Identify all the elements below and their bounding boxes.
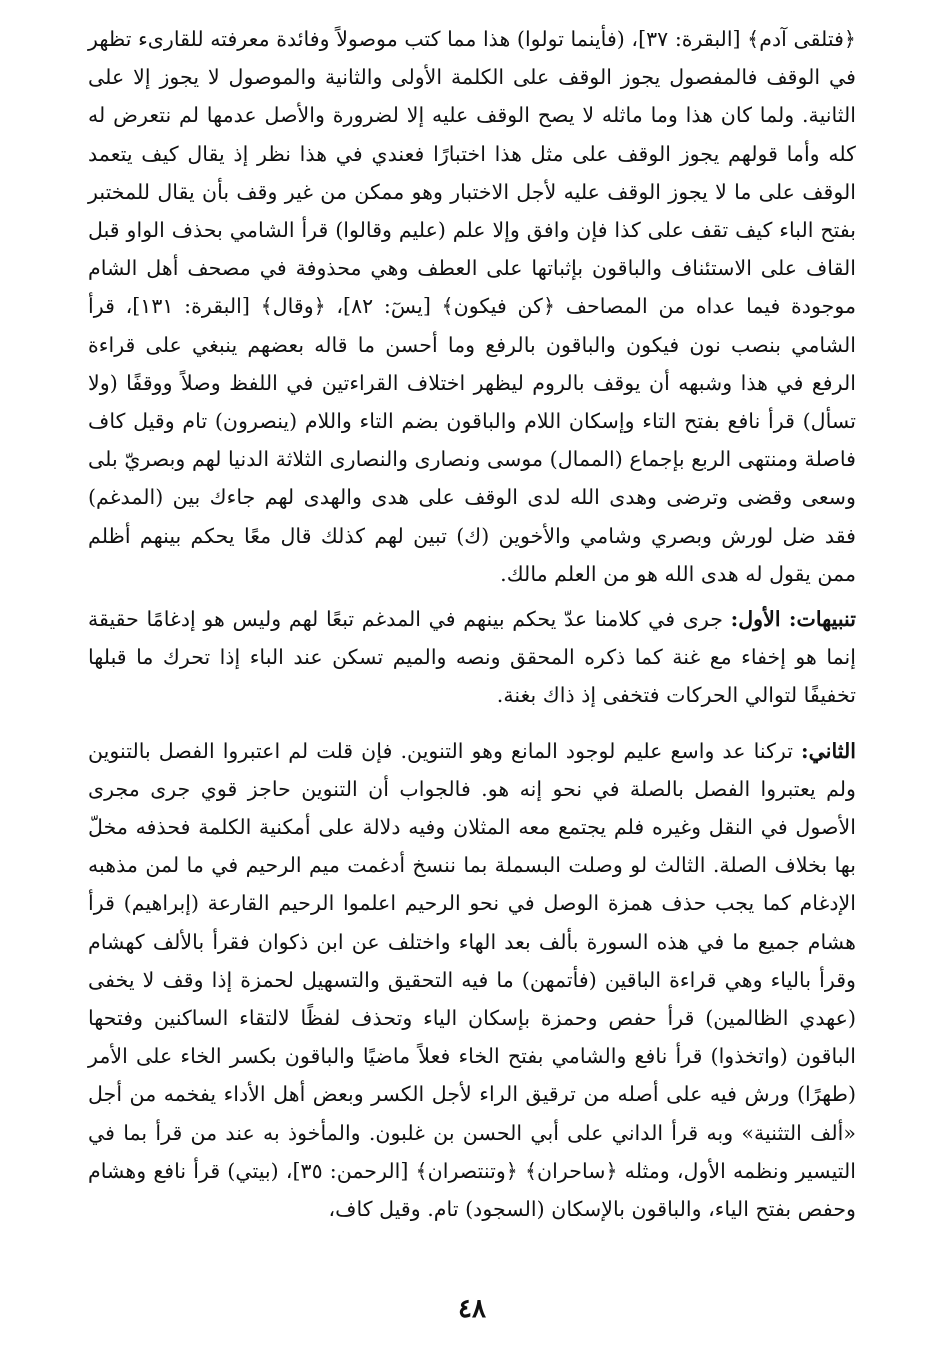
page-number: ٤٨ (458, 1294, 486, 1324)
paragraph-3-heading: الثاني: (801, 738, 856, 763)
paragraph-3 (88, 732, 856, 1229)
paragraph-1-text: ﴿فتلقى آدم﴾ [البقرة: ٣٧]، (فأينما تولوا) هذا مما كتب موصولاً وفائدة معرفته للقارىء تظهر في الوقف فالمفصول يجوز الوقف على الكلمة الأولى والثانية والموصول لا يجوز إلا على الثانية. ولما كان هذا وما ماثله لا يصح الوقف عليه إلا لضرورة والأصل عدمها لم نتعرض له كله وأما قولهم يجوز الوقف على مثل هذا اختبارًا فعندي في هذا نظر إذ يقال كيف يتعمد الوقف على ما لا يجوز الوقف عليه لأجل الاختبار وهو ممكن من غير وقف بأن يقال للمختبر بفتح الباء كيف تقف على كذا فإن وافق وإلا علم (عليم وقالوا) قرأ الشامي بحذف الواو قبل القاف على الاستئناف والباقون بإثباتها على العطف وهي محذوفة في مصحف أهل الشام موجودة فيما عداه من المصاحف ﴿كن فيكون﴾ [يسٓ: ٨٢]، ﴿وقال﴾ [البقرة: ١٣١]، قرأ الشامي بنصب نون فيكون والباقون بالرفع وما أحسن ما قاله بعضهم ينبغي على قراءة الرفع في هذا وشبهه أن يوقف بالروم ليظهر اختلاف القراءتين في اللفظ وصلاً ووقفًا (ولا تسأل) قرأ نافع بفتح التاء وإسكان اللام والباقون بضم التاء واللام (ينصرون) تام وقيل كاف فاصلة ومنتهى الربع بإجماع (الممال) موسى ونصارى والنصارى الثلاثة الدنيا لهم وبصريّ بلى وسعى وقضى وترضى وهدى الله لدى الوقف على هدى والهدى لهم جاءك بين (المدغم) فقد ضل لورش وبصري وشامي والأخوين (ك) تبين لهم كذلك قال معًا يحكم بينهم أظلم ممن يقول له هدى الله هو من العلم مالك. (88, 27, 857, 586)
paragraph-2-notes (88, 600, 856, 715)
paragraph-1 (88, 20, 856, 593)
paragraph-2-heading: تنبيهات: الأول: (730, 607, 856, 632)
paragraph-2-text: جرى في كلامنا عدّ يحكم بينهم في المدغم تبعًا لهم وليس هو إدغامًا حقيقة إنما هو إخفاء مع غنة كما ذكره المحقق ونصه والميم تسكن عند الباء إذا تحرك ما قبلها تخفيفًا لتوالي الحركات فتخفى إذ ذاك بغنة. (88, 607, 856, 708)
paragraph-3-text: تركنا عد واسع عليم لوجود المانع وهو التنوين. فإن قلت لم اعتبروا الفصل بالتنوين ولم يعتبروا الفصل بالصلة في نحو إنه هو. فالجواب أن التنوين حاجز قوي جرى مجرى الأصول في النقل وغيره فلم يجتمع معه المثلان وفيه دلالة على أمكنية الكلمة فحذفه مخلّ بها بخلاف الصلة. الثالث لو وصلت البسملة بما ننسخ أدغمت ميم الرحيم في ما لمن مذهبه الإدغام كما يجب حذف همزة الوصل في نحو الرحيم اعلموا الرحيم القارعة (إبراهيم) قرأ هشام جميع ما في هذه السورة بألف بعد الهاء واختلف عن ابن ذكوان فقرأ بالألف كهشام وقرأ بالياء وهي قراءة الباقين (فأتمهن) ما فيه التحقيق والتسهيل لحمزة إذا وقف لا يخفى (عهدي الظالمين) قرأ حفص وحمزة بإسكان الياء وتحذف لفظًا لالتقاء الساكنين وفتحها الباقون (واتخذوا) قرأ نافع والشامي بفتح الخاء فعلاً ماضيًا والباقون بكسر الخاء على الأمر (طهرًا) ورش فيه على أصله من ترقيق الراء لأجل الكسر وبعض أهل الأداء يفخمه من أجل «ألف التثنية» وبه قرأ الداني على أبي الحسن بن غلبون. والمأخوذ به عند من قرأ بما في التيسير ونظمه الأول، ومثله ﴿ساحران﴾ ﴿وتنتصران﴾ [الرحمن: ٣٥]، (بيتي) قرأ نافع وهشام وحفص بفتح الياء، والباقون بالإسكان (السجود) تام. وقيل كاف، (88, 738, 857, 1222)
document-page (88, 20, 856, 1346)
